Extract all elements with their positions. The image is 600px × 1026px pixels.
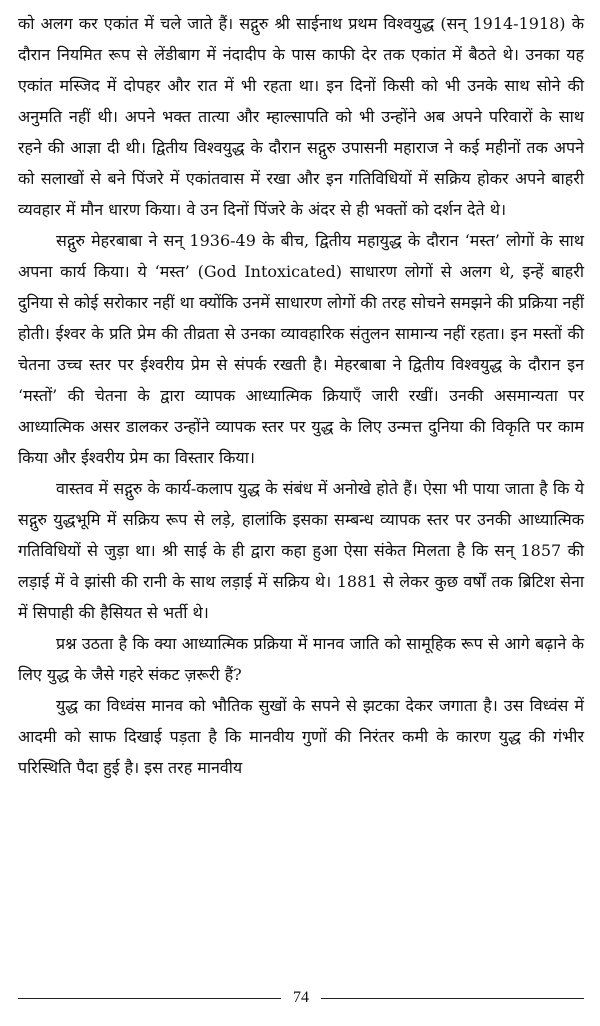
page-number: 74 bbox=[293, 989, 309, 1006]
page-body bbox=[18, 8, 584, 783]
paragraph-question: प्रश्न उठता है कि क्या आध्यात्मिक प्रक्रिया में मानव जाति को सामूहिक रूप से आगे बढ़ाने के लिए युद्ध के जैसे गहरे संकट ज़रूरी हैं? bbox=[18, 634, 584, 684]
paragraph-meherbaba: सद्गुरु मेहरबाबा ने सन् 1936-49 के बीच, द्वितीय महायुद्ध के दौरान ‘मस्त’ लोगों के साथ अपना कार्य किया। ये ‘मस्त’ (God Intoxicated) साधारण लोगों से अलग थे, इन्हें बाहरी दुनिया से कोई सरोकार नहीं था क्योंकि उनमें साधारण लोगों की तरह सोचने समझने की प्रक्रिया नहीं होती। ईश्वर के प्रति प्रेम की तीव्रता से उनका व्यावहारिक संतुलन सामान्य नहीं रहता। इन मस्तों की चेतना उच्च स्तर पर ईश्वरीय प्रेम से संपर्क रखती है। मेहरबाबा ने द्वितीय विश्वयुद्ध के दौरान इन ‘मस्तों’ की चेतना के द्वारा व्यापक आध्यात्मिक क्रियाएँ जारी रखीं। उनकी असमान्यता पर आध्यात्मिक असर डालकर उन्होंने व्यापक स्तर पर युद्ध के लिए उन्मत्त दुनिया की विकृति पर काम किया और ईश्वरीय प्रेम का विस्तार किया। bbox=[18, 231, 584, 467]
page-footer bbox=[18, 986, 584, 1010]
paragraph-continued: को अलग कर एकांत में चले जाते हैं। सद्गुरु श्री साईनाथ प्रथम विश्वयुद्ध (सन् 1914-1918) के दौरान नियमित रूप से लेंडीबाग में नंदादीप के पास काफी देर तक एकांत में बैठते थे। उनका यह एकांत मस्जिद में दोपहर और रात में भी रहता था। इन दिनों किसी को भी उनके साथ सोने की अनुमति नहीं थी। अपने भक्त तात्या और म्हाल्सापति को भी उन्होंने अब अपने परिवारों के साथ रहने की आज्ञा दी थी। द्वितीय विश्वयुद्ध के दौरान सद्गुरु उपासनी महाराज ने कई महीनों तक अपने को सलाखों से बने पिंजरे में एकांतवास में रखा और इन गतिविधियों में सक्रिय होकर अपने बाहरी व्यवहार में मौन धारण किया। वे उन दिनों पिंजरे के अंदर से ही भक्तों को दर्शन देते थे। bbox=[18, 14, 584, 219]
footer-rule-left bbox=[18, 998, 281, 999]
footer-rule-right bbox=[321, 998, 584, 999]
paragraph-war-destruction: युद्ध का विध्वंस मानव को भौतिक सुखों के सपने से झटका देकर जगाता है। उस विध्वंस में आदमी को साफ दिखाई पड़ता है कि मानवीय गुणों की निरंतर कमी के कारण युद्ध की गंभीर परिस्थिति पैदा हुई है। इस तरह मानवीय bbox=[18, 696, 584, 777]
paragraph-sadguru-war-role: वास्तव में सद्गुरु के कार्य-कलाप युद्ध के संबंध में अनोखे होते हैं। ऐसा भी पाया जाता है कि ये सद्गुरु युद्धभूमि में सक्रिय रूप से लड़े, हालांकि इसका सम्बन्ध व्यापक स्तर पर उनकी आध्यात्मिक गतिविधियों से जुड़ा था। श्री साई के ही द्वारा कहा हुआ ऐसा संकेत मिलता है कि सन् 1857 की लड़ाई में वे झांसी की रानी के साथ लड़ाई में सक्रिय थे। 1881 से लेकर कुछ वर्षों तक ब्रिटिश सेना में सिपाही की हैसियत से भर्ती थे। bbox=[18, 479, 584, 622]
